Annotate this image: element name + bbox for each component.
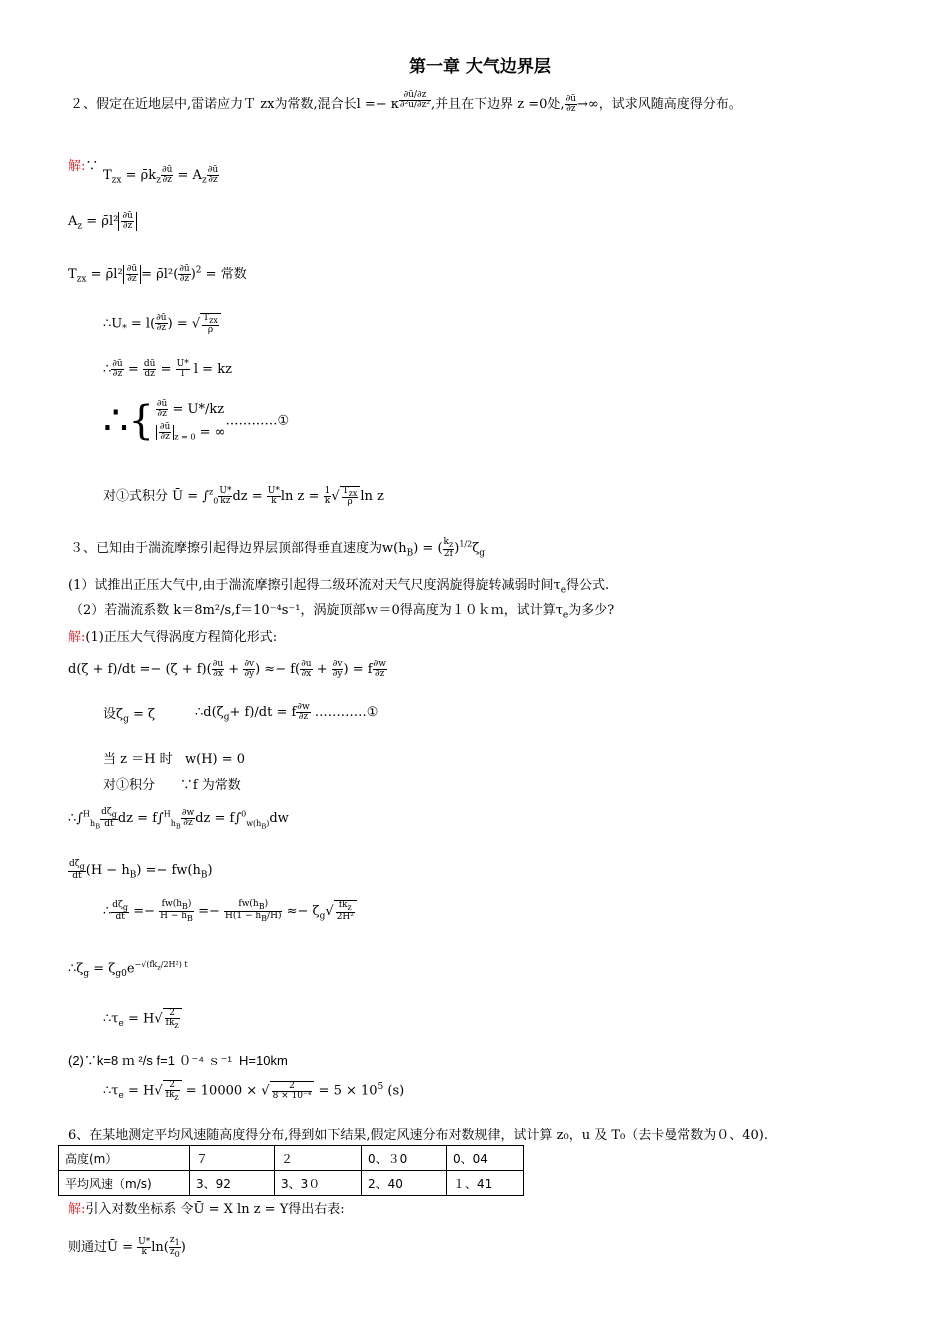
table-row [59,1146,524,1171]
table-row [59,1171,524,1196]
sol2-line-3: $T_{zx}$ = ρ̄l² $\frac{\partial ū}{\partial z}$ = ρ̄l²( $\frac{\partial ū}{\partial z}$ )$^2$ = 常数 [68,264,247,285]
table-cell: 0、３0 [362,1146,447,1171]
page-title: 第一章 大气边界层 [409,57,551,77]
q2-cond-inf: →∞ [577,97,599,112]
table-cell: ２ [275,1146,362,1171]
wind-height-table [58,1145,524,1196]
q3-part-1: (1）试推出正压大气中,由于湍流摩擦引起得二级环流对天气尺度涡旋得旋转减弱时间$\tau_e$得公式. [68,578,610,596]
sol2-line-4: $\therefore U_* = l$( $\frac{\partial ū}{\partial z}$ ) = √ $\frac{T_{zx}}{\rho}$ [103,313,221,335]
table-cell: 0、04 [447,1146,524,1171]
q2-text-b: ,并且在下边界 z =0处, [431,97,565,112]
q2-text-c: ，试求风随高度得分布。 [598,97,742,112]
sol3-eq-6: $\therefore\zeta_g = \zeta_{g0}e^{-√(fk_z/2H^2) t}$ [68,960,188,979]
sol2-line-5: ∴ $\frac{\partial ū}{\partial z}$ = $\frac{dū}{dz}$ = $\frac{U*}{l}$ l = kz [103,359,232,379]
sol3-eq-7: $\therefore\tau_e = H√$ $\frac{2}{fk_z}$ [103,1008,182,1030]
sol3-part-2: (2)∵k=8 ｍ ²/s f=1 ０⁻⁴ ｓ⁻¹ H=10km [68,1053,288,1068]
question-3: ３、已知由于湍流摩擦引起得边界层顶部得垂直速度为$w(h_B)$ = ( $\frac{k_z}{2f}$ )$^{1/2}\zeta_g$ [70,537,485,559]
solution-6-intro: 解:引入对数坐标系 令Ū = X ln z = Y得出右表: [68,1202,345,1217]
sol2-line-7: 对①式积分 Ū = ∫$^z_0$ $\frac{U*}{kz}$ dz = $\frac{U*}{k}$ ln z = $\frac{1}{k}$ √ $\frac{T_{zx}}{\rho}$ ln z [103,485,384,508]
table-cell: 高度(m） [59,1146,190,1171]
solution-2-label: 解:∵ [68,159,99,174]
table-cell: 3、3０ [275,1171,362,1196]
sol3-when: 当 z ＝H 时 w(H) = 0 [103,752,246,767]
sol2-line-6: ∴{ $\frac{\partial ū}{\partial z}$ = U*/kz $\frac{\partial ū}{\partial z}$ $_{z = 0}$ = ∞ …………① [103,398,290,444]
table-cell: ７ [190,1146,275,1171]
table-cell: 2、40 [362,1171,447,1196]
solution-6-eq: 则通过Ū = $\frac{U*}{k}$ ln( $\frac{z_1}{z_0}$ ) [68,1235,186,1259]
q2-mix-frac: $\frac{\partial ū/\partial z}{\text{∂²ū/∂z²}}$ [399,90,431,110]
q2-cond-frac: $\frac{\partial ū}{\partial z}$ [565,94,577,114]
question-2 [70,90,742,114]
sol3-eq-2: 设$\zeta_g = \zeta$ [103,707,156,725]
sol3-eq-3: ∴∫$^H_{h_B}$ $\frac{d\zeta_g}{dt}$ dz = f∫$^H_{h_B}$ $\frac{\partial w}{\partial z}$ dz = f∫$^0_{w(h_B)}$dw [68,807,289,831]
question-6: 6、在某地测定平均风速随高度得分布,得到如下结果,假定风速分布对数规律，试计算 z₀，u 及 T₀（去卡曼常数为０、40). [68,1128,768,1143]
q2-text-a: ２、假定在近地层中,雷诺应力Ｔ zx为常数,混合长 [70,97,357,112]
sol3-eq-1: d(ζ + f)/dt =− (ζ + f)( $\frac{\partial u}{\partial x}$ + $\frac{\partial v}{\partial y}$ ) ≈− f( $\frac{\partial u}{\partial x}$ + $\frac{\partial v}{\partial y}$ ) = f $\frac{\partial w}{\partial z}$ [68,659,386,679]
q3-part-2: （2）若湍流系数 k＝8m²/s,f＝10⁻⁴s⁻¹，涡旋顶部ｗ＝0得高度为１０ｋｍ，试计算$\tau_e$为多少? [70,603,615,621]
sol2-line-2: $A_z$ = ρ̄l² $\frac{\partial ū}{\partial z}$ [68,212,137,232]
solution-3-intro: 解:(1)正压大气得涡度方程简化形式: [68,630,278,645]
q2-mix-length: l =− κ [356,97,399,112]
sol3-eq-2b: $\therefore d(\zeta_g+ f)/dt = f$ $\frac{\partial w}{\partial z}$ …………① [195,702,379,723]
table-cell: 平均风速（m/s) [59,1171,190,1196]
table-cell: 3、92 [190,1171,275,1196]
sol3-eq-5: ∴ $\frac{d\zeta_g}{dt}$ =− $\frac{fw(h_B)}{H - h_B}$ =− $\frac{fw(h_B)}{H(1 - h_B/H)}$ ≈− $\zeta_g√$ $\frac{fk_z}{\text{2H²}}$ [103,900,357,923]
sol3-eq-8: $\therefore\tau_e = H√$ $\frac{2}{fk_z}$ = 10000 × √ $\frac{2}{\text{8 × 10⁻⁴}}$ = $5 \times 10^5$ (s) [103,1080,405,1102]
sol3-eq-4: $\frac{d\zeta_g}{dt}$ $(H - h_B) =- fw(h_B)$ [69,859,213,881]
sol2-line-1: $T_{zx}$ = $\rhōk_z$ $\frac{\partial ū}{\partial z}$ = $A_z$ $\frac{\partial ū}{\partial z}$ [103,165,219,186]
sol3-integrate: 对①积分 ∵f 为常数 [103,778,241,793]
table-cell: １、41 [447,1171,524,1196]
